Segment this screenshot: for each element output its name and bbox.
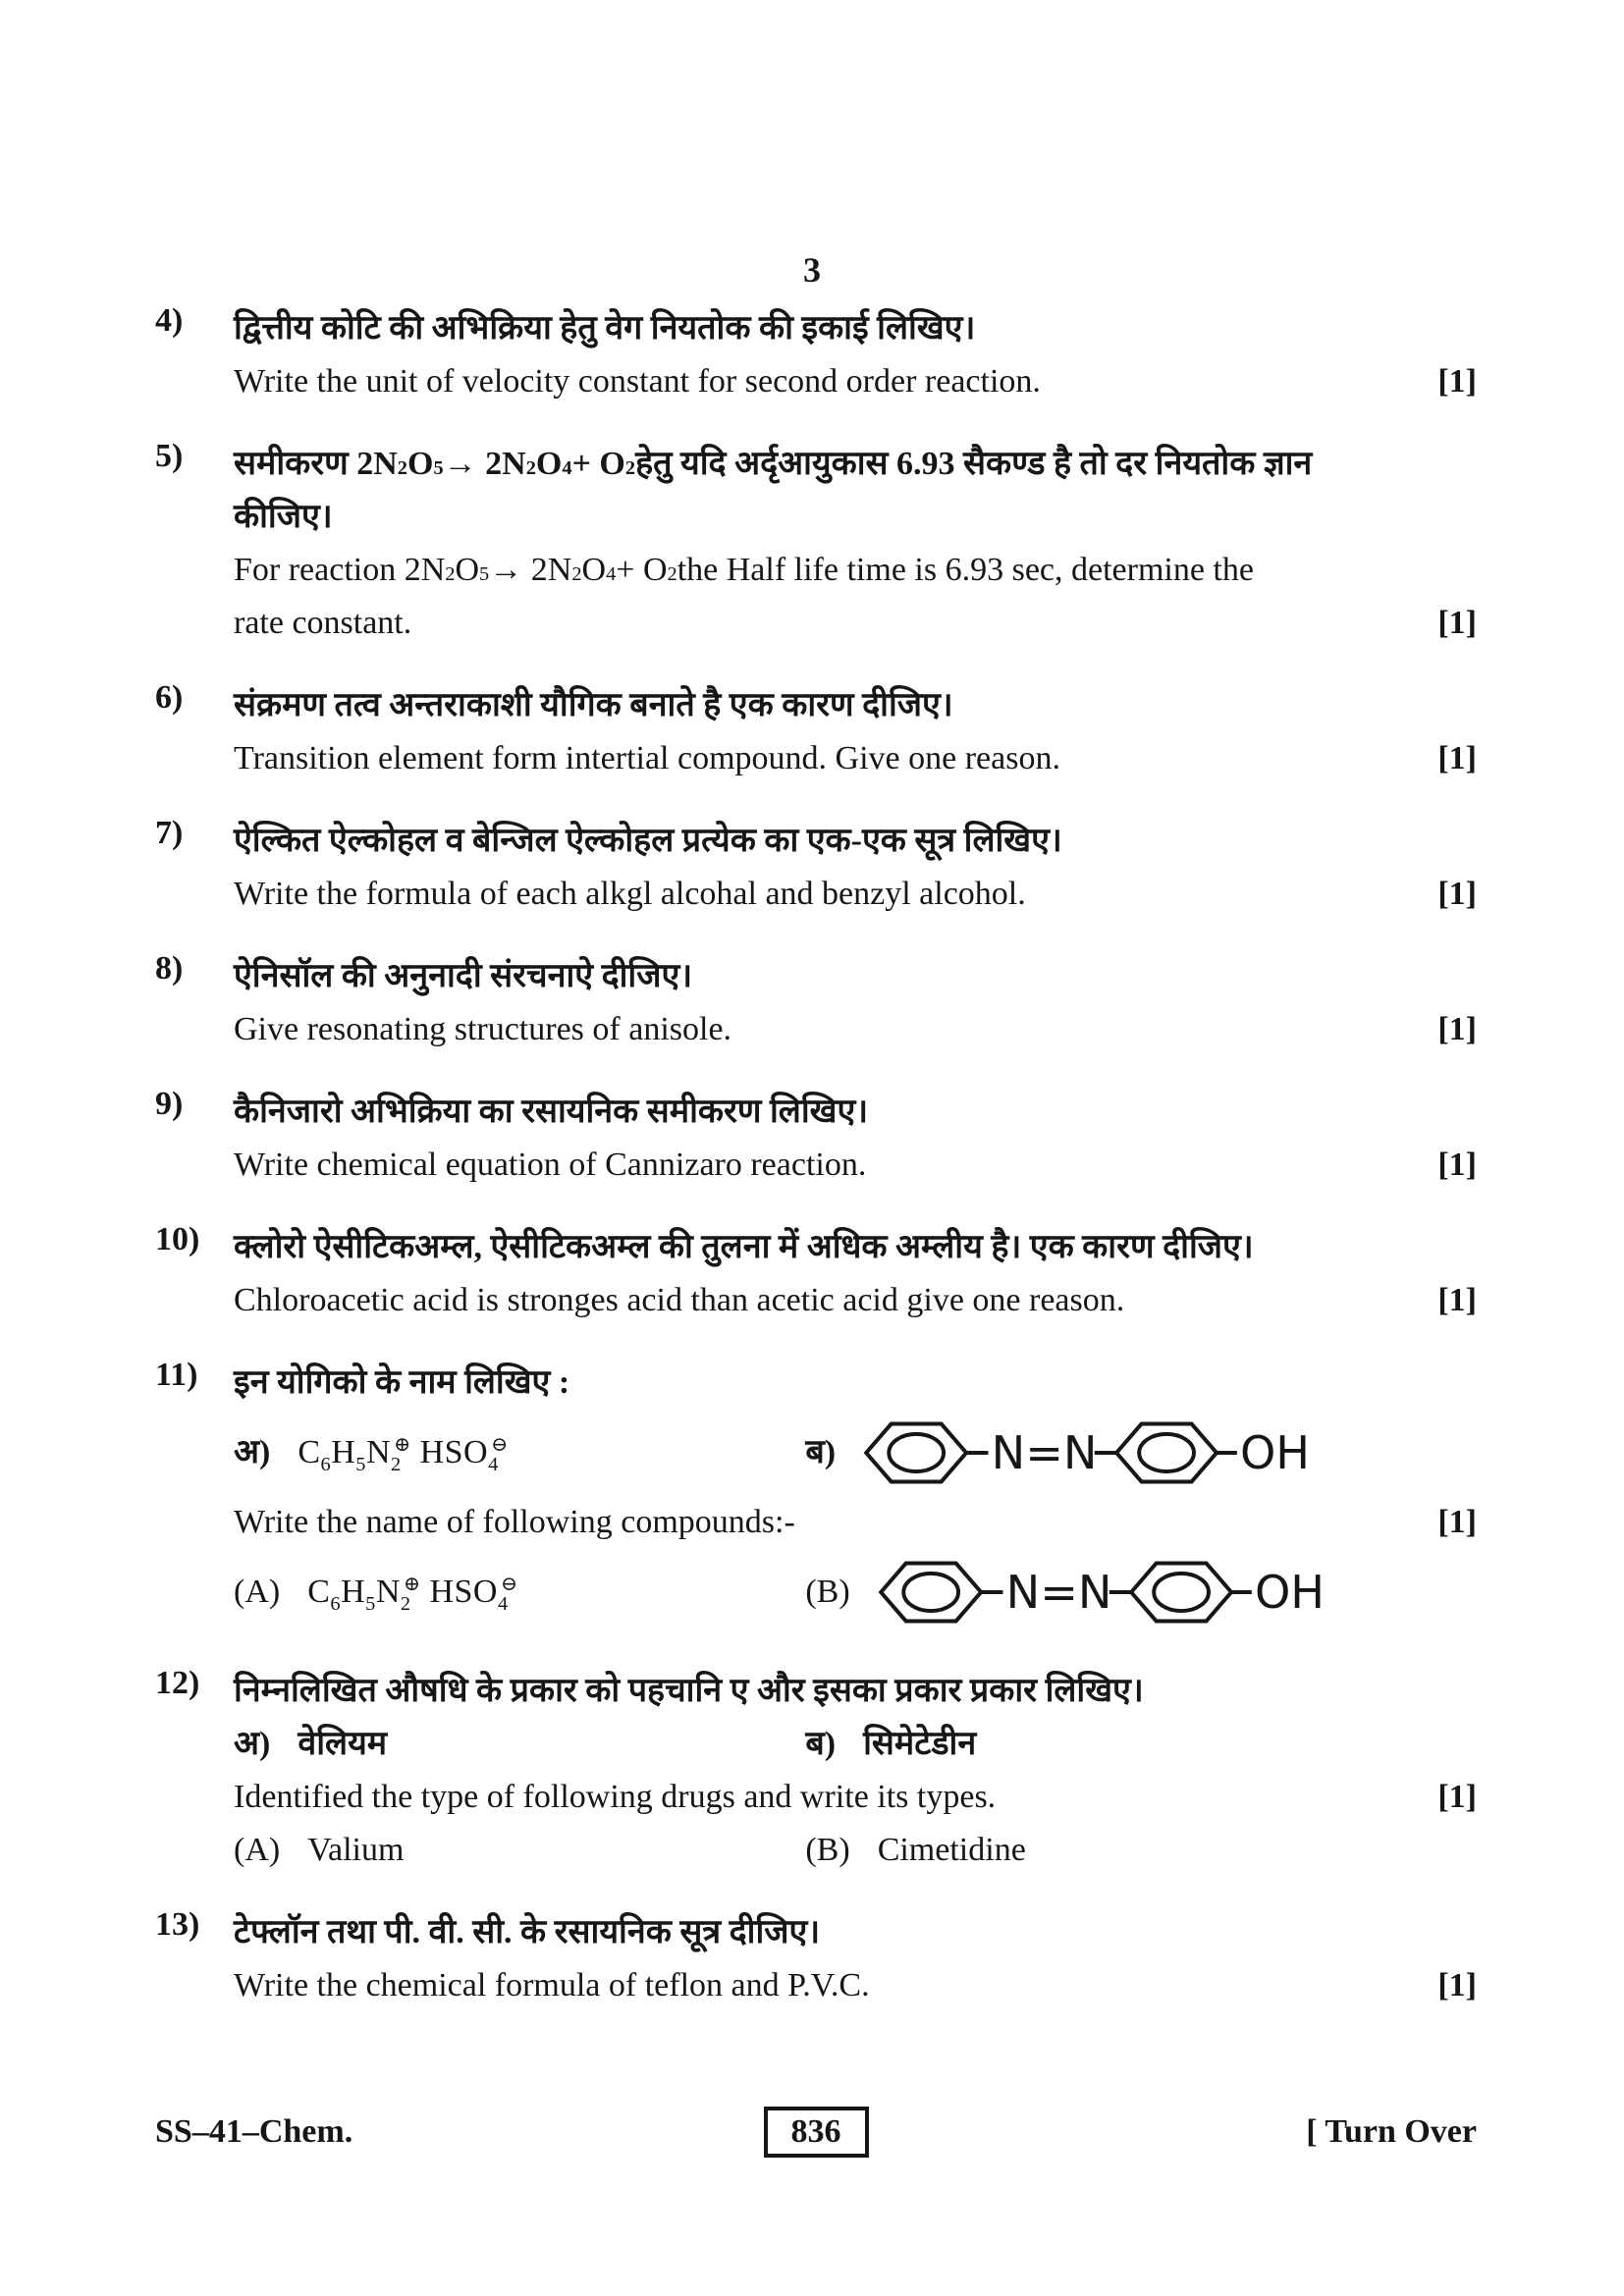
drug-options-hindi — [234, 1718, 1477, 1771]
question-13 — [155, 1906, 1477, 2012]
option-b-label: ब) — [805, 1434, 837, 1470]
question-hindi-text: ऐल्कित ऐल्कोहल व बेन्जिल ऐल्कोहल प्रत्येक का एक-एक सूत्र लिखिए। — [234, 823, 1062, 859]
question-english-text: Give resonating structures of anisole. — [234, 1011, 732, 1047]
marks-badge: [1] — [1437, 876, 1477, 912]
question-9 — [155, 1086, 1477, 1192]
question-number: 12) — [155, 1665, 200, 1701]
question-english-text: Chloroacetic acid is stronges acid than acetic acid give one reason. — [234, 1282, 1125, 1318]
question-english-text: Identified the type of following drugs and write its types. — [234, 1779, 997, 1815]
question-number: 13) — [155, 1906, 200, 1943]
question-number: 11) — [155, 1357, 198, 1393]
question-english-text: Write the chemical formula of teflon and P.V.C. — [234, 1967, 870, 2003]
azo-group-label: N=N — [1005, 1565, 1112, 1619]
question-hindi-text: कैनिजारो अभिक्रिया का रसायनिक समीकरण लिखिए। — [234, 1094, 869, 1130]
option-a-value-en: Valium — [307, 1832, 405, 1868]
question-hindi-text: क्लोरो ऐसीटिकअम्ल, ऐसीटिकअम्ल की तुलना में अधिक अम्लीय है। एक कारण दीजिए। — [234, 1229, 1254, 1265]
question-hindi-text: निम्नलिखित औषधि के प्रकार को पहचानि ए और इसका प्रकार प्रकार लिखिए। — [234, 1673, 1144, 1709]
paper-code: SS–41–Chem. — [155, 2113, 353, 2150]
question-hindi-text: द्वित्तीय कोटि की अभिक्रिया हेतु वेग नियतोक की इकाई लिखिए। — [234, 310, 976, 347]
compound-row-hindi — [234, 1410, 1477, 1496]
question-hindi-text: ऐनिसॉल की अनुनादी संरचनाऐ दीजिए। — [234, 958, 693, 994]
option-b-label-en: (B) — [805, 1832, 850, 1868]
question-english-equation-line: For reaction 2N 2 O 5 → 2N 2 O 4 + O 2 the Half life time is 6.93 sec, determine the — [234, 552, 1254, 588]
question-number: 7) — [155, 815, 184, 851]
option-b-value-en: Cimetidine — [877, 1832, 1026, 1868]
option-b-value: सिमेटेडीन — [863, 1726, 977, 1762]
marks-badge: [1] — [1437, 1504, 1477, 1540]
question-4 — [155, 302, 1477, 408]
hydroxyl-group-label: OH — [1240, 1425, 1311, 1479]
questions-area — [155, 302, 1477, 2042]
question-english-text: Write the unit of velocity constant for second order reaction. — [234, 363, 1041, 400]
question-number: 5) — [155, 438, 184, 474]
question-12 — [155, 1665, 1477, 1877]
marks-badge: [1] — [1437, 363, 1477, 400]
marks-badge: [1] — [1437, 740, 1477, 776]
hydroxyl-group-label: OH — [1254, 1565, 1325, 1619]
page-number: 3 — [803, 250, 821, 290]
option-a-label-en: (A) — [234, 1832, 281, 1868]
question-10 — [155, 1221, 1477, 1327]
option-b-label-en: (B) — [805, 1574, 850, 1610]
question-7 — [155, 815, 1477, 921]
diazonium-salt-formula: $C_6H_5N_2^\oplus$ $HSO_4^⊖$ — [307, 1573, 518, 1615]
option-a-value: वेलियम — [298, 1726, 388, 1762]
question-english-text: Write the name of following compounds:- — [234, 1504, 795, 1540]
question-number: 6) — [155, 679, 184, 716]
question-hindi-text-2: कीजिए। — [234, 499, 333, 535]
question-number: 4) — [155, 302, 184, 339]
question-11 — [155, 1357, 1477, 1635]
option-a-label: अ) — [234, 1726, 271, 1762]
marks-badge: [1] — [1437, 1967, 1477, 2003]
marks-badge: [1] — [1437, 605, 1477, 641]
azo-compound-structure — [878, 1553, 1339, 1631]
question-english-text-2: rate constant. — [234, 605, 412, 641]
question-english-text: Transition element form intertial compound. Give one reason. — [234, 740, 1060, 776]
question-hindi-equation-line: समीकरण 2N 2 O 5 → 2N 2 O 4 + O 2 हेतु यदि अर्दृआयुकास 6.93 सैकण्ड है तो दर नियतोक ज्ञान — [234, 446, 1313, 482]
paper-serial-box: 836 — [764, 2107, 869, 2158]
drug-options-english — [234, 1824, 1477, 1877]
question-number: 8) — [155, 950, 184, 987]
compound-row-english — [234, 1549, 1477, 1635]
question-english-text: Write the formula of each alkgl alcohal and benzyl alcohol. — [234, 876, 1026, 912]
question-5 — [155, 438, 1477, 650]
marks-badge: [1] — [1437, 1011, 1477, 1047]
diazonium-salt-formula: $C_6H_5N_2^\oplus$ $HSO_4^⊖$ — [298, 1433, 509, 1475]
marks-badge: [1] — [1437, 1147, 1477, 1183]
question-hindi-text: टेफ्लॉन तथा पी. वी. सी. के रसायनिक सूत्र दीजिए। — [234, 1914, 821, 1950]
marks-badge: [1] — [1437, 1779, 1477, 1815]
turn-over-note: [ Turn Over — [1306, 2113, 1477, 2150]
question-hindi-text: संक्रमण तत्व अन्तराकाशी यौगिक बनाते है एक कारण दीजिए। — [234, 687, 953, 723]
question-6 — [155, 679, 1477, 785]
azo-group-label: N=N — [991, 1425, 1098, 1479]
question-8 — [155, 950, 1477, 1056]
marks-badge: [1] — [1437, 1282, 1477, 1318]
page-footer — [155, 2107, 1477, 2158]
question-number: 10) — [155, 1221, 200, 1257]
option-b-label: ब) — [805, 1726, 837, 1762]
question-hindi-text: इन योगिको के नाम लिखिए : — [234, 1364, 570, 1401]
question-english-text: Write chemical equation of Cannizaro reaction. — [234, 1147, 867, 1183]
option-a-label-en: (A) — [234, 1574, 281, 1610]
question-number: 9) — [155, 1086, 184, 1122]
azo-compound-structure — [863, 1414, 1325, 1492]
option-a-label: अ) — [234, 1434, 271, 1470]
